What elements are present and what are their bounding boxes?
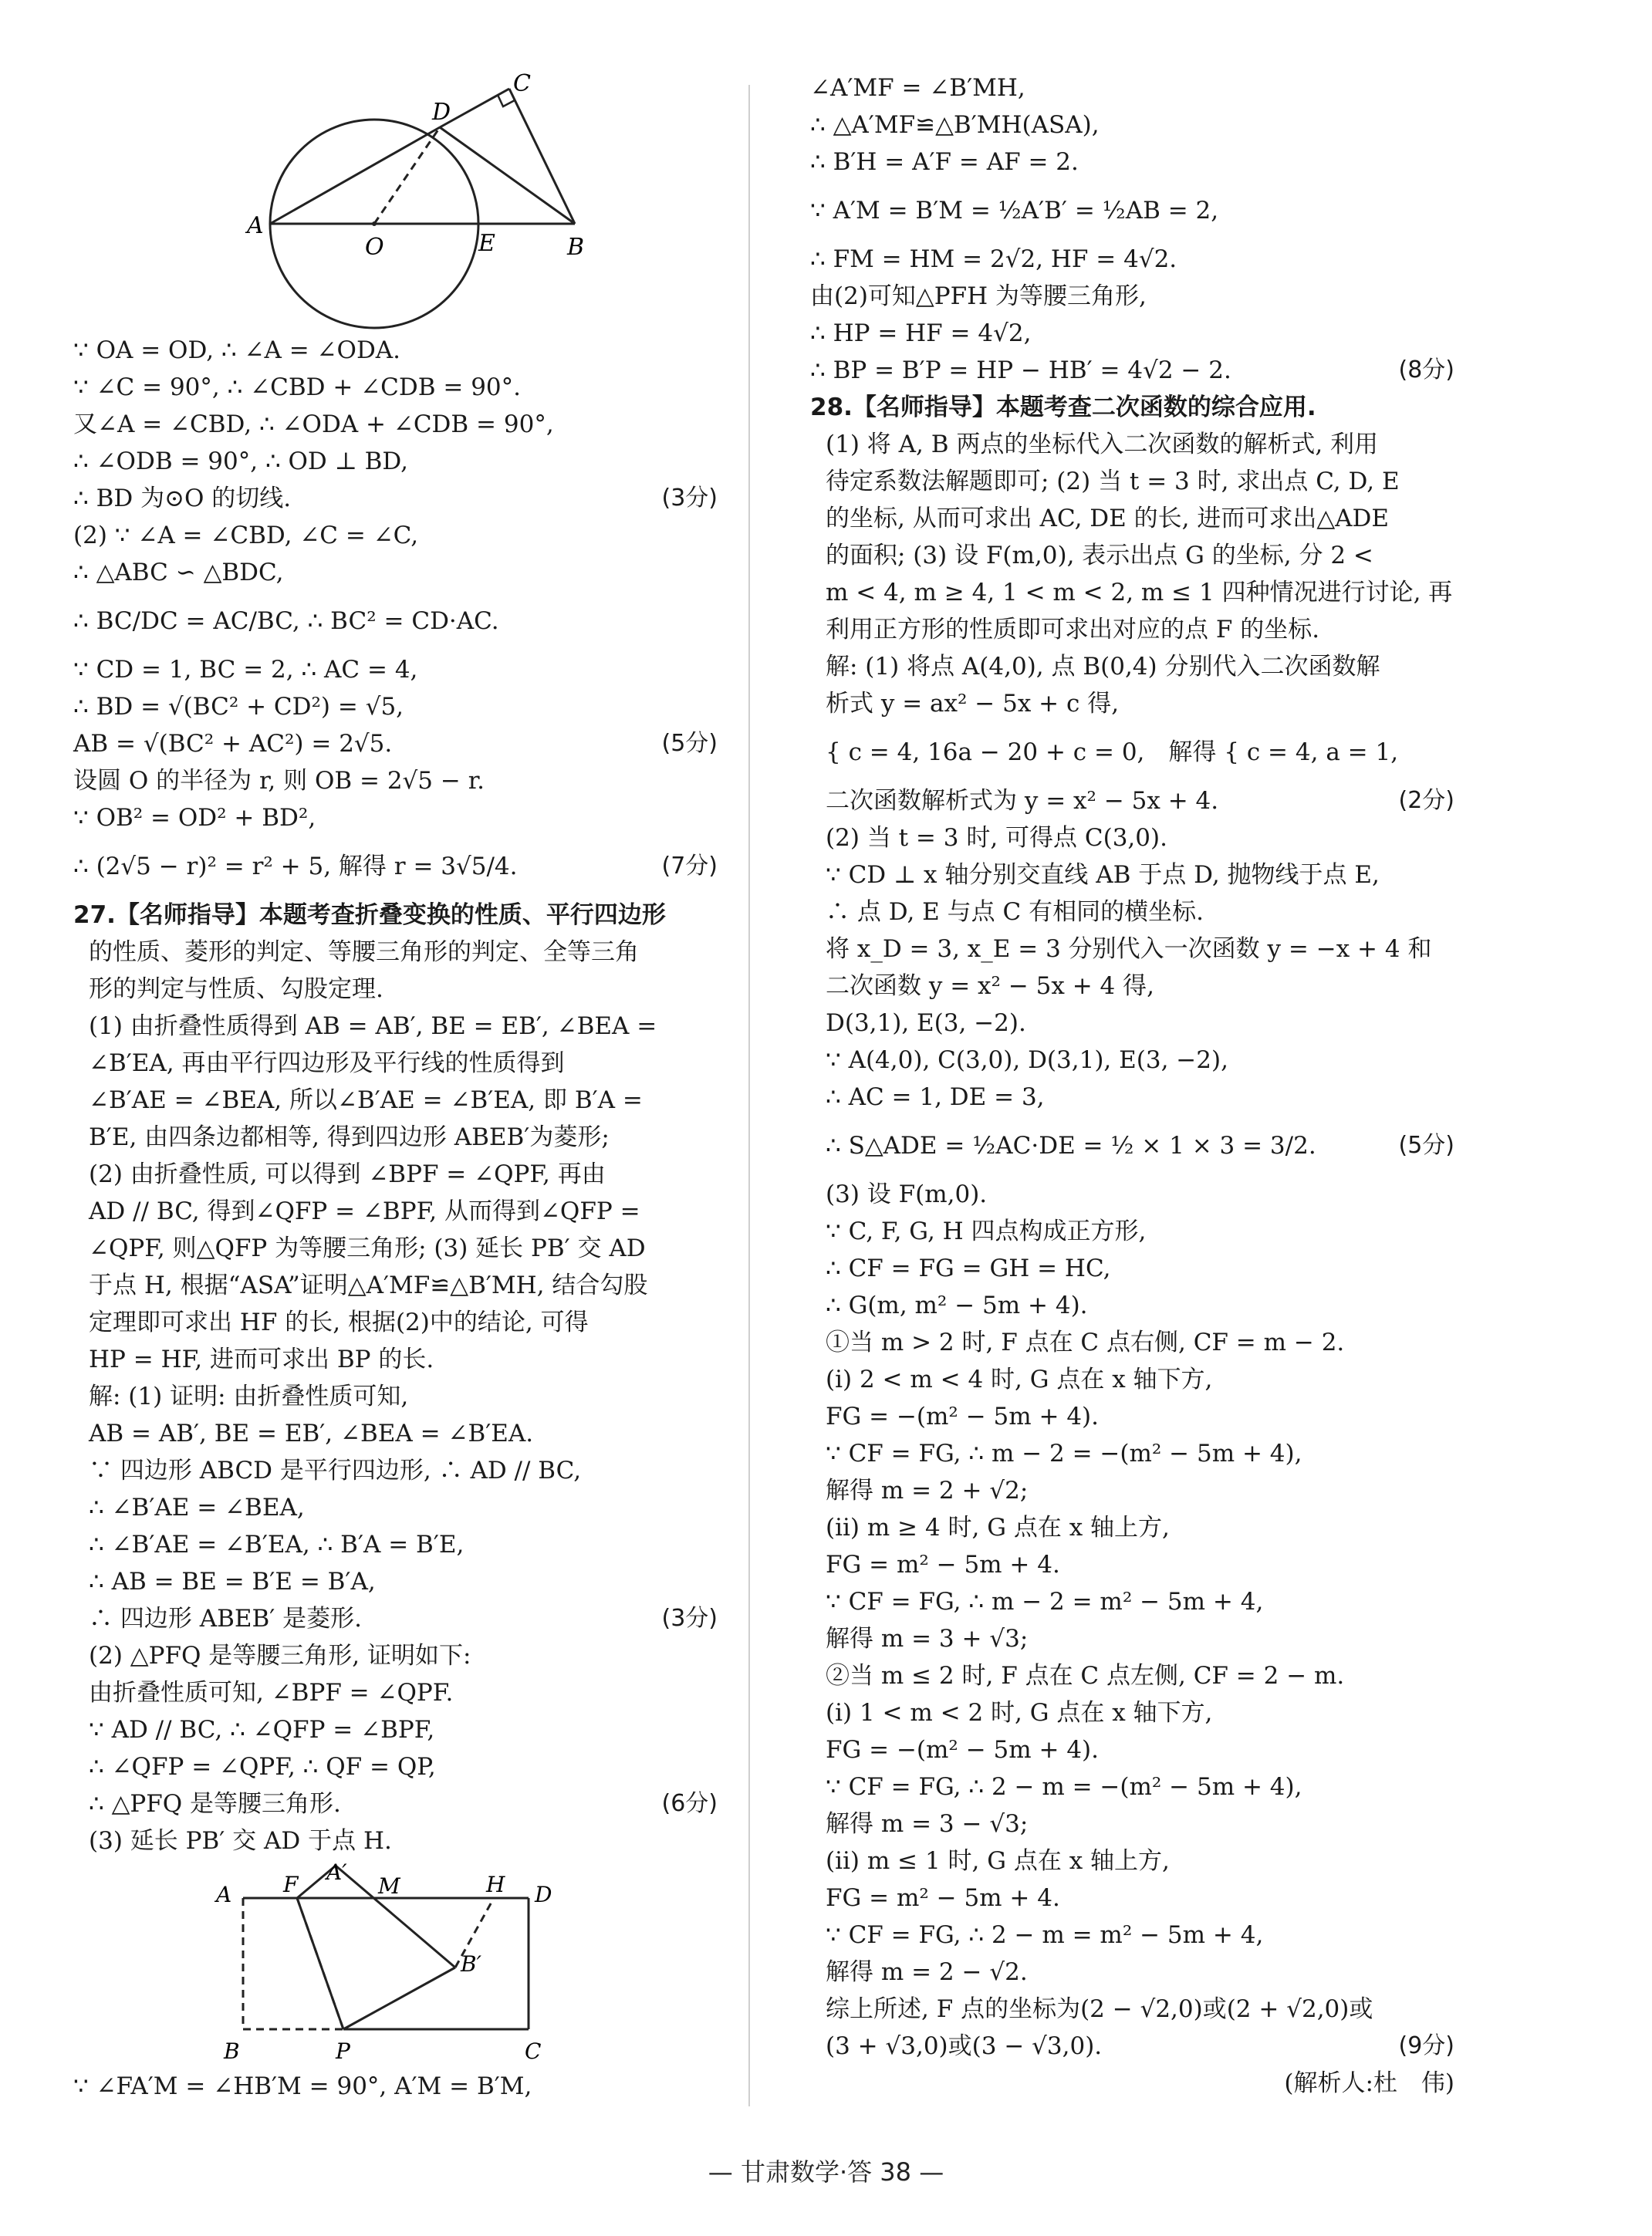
solution-line [810, 1509, 1454, 1546]
segment-cb [509, 89, 575, 224]
line-text: { c = 4, 16a − 20 + c = 0, 解得 { c = 4, a = 1, [826, 738, 1399, 766]
label-b-prime: B′ [461, 1951, 481, 1977]
score-mark: (2分) [1398, 787, 1454, 814]
solution-line [73, 725, 718, 762]
segment-fp [297, 1898, 343, 2029]
segment-pb-prime [343, 1967, 455, 2029]
line-text: (ⅱ) m ≥ 4 时, G 点在 x 轴上方, [826, 1514, 1170, 1542]
solution-line [810, 1917, 1454, 1954]
left-last-line: ∵ ∠FA′M = ∠HB′M = 90°, A′M = B′M, [73, 2072, 532, 2100]
line-text: 待定系数法解题即可; (2) 当 t = 3 时, 求出点 C, D, E [826, 468, 1400, 495]
solution-line [73, 1415, 718, 1452]
solution-line [73, 1822, 718, 1859]
line-text: ∴ G(m, m² − 5m + 4). [826, 1292, 1088, 1319]
solution-line [73, 1193, 718, 1230]
line-text: ∠B′EA, 再由平行四边形及平行线的性质得到 [89, 1049, 565, 1077]
line-text: (3) 设 F(m,0). [826, 1180, 988, 1208]
solution-line [810, 1843, 1454, 1880]
line-text: 解得 m = 2 − √2. [826, 1958, 1028, 1986]
label-o: O [365, 234, 384, 261]
label-a-prime: A′ [326, 1859, 347, 1885]
solution-line [810, 722, 1454, 782]
solution-line [810, 181, 1454, 241]
line-text: ∵ C, F, G, H 四点构成正方形, [826, 1218, 1147, 1245]
line-text: 的性质、菱形的判定、等腰三角形的判定、全等三角 [89, 938, 639, 966]
solution-line [810, 1805, 1454, 1843]
solution-line [810, 1731, 1454, 1768]
line-text: ∠A′MF = ∠B′MH, [810, 74, 1025, 102]
line-text: ∴ S△ADE = ½AC·DE = ½ × 1 × 3 = 3/2. [826, 1132, 1316, 1160]
line-text: (ⅰ) 1 < m < 2 时, G 点在 x 轴下方, [826, 1699, 1213, 1727]
line-text: ①当 m > 2 时, F 点在 C 点右侧, CF = m − 2. [826, 1329, 1345, 1356]
solution-line [73, 651, 718, 688]
line-text: ∵ CF = FG, ∴ m − 2 = −(m² − 5m + 4), [826, 1440, 1302, 1468]
solution-line [73, 480, 718, 517]
solution-line [73, 836, 718, 897]
line-text: 解得 m = 3 + √3; [826, 1625, 1029, 1653]
solution-line [810, 611, 1454, 648]
line-text: 由折叠性质可知, ∠BPF = ∠QPF. [89, 1679, 454, 1707]
solution-line [73, 406, 718, 443]
line-text: ∵ CD = 1, BC = 2, ∴ AC = 4, [73, 656, 418, 684]
solution-line [73, 1082, 718, 1119]
line-text: ∴ CF = FG = GH = HC, [826, 1255, 1111, 1282]
label-c: C [525, 2038, 542, 2064]
line-text: ∴ 点 D, E 与点 C 有相同的横坐标. [826, 898, 1204, 926]
solution-line [810, 352, 1454, 389]
score-mark: (6分) [661, 1790, 718, 1817]
label-c: C [513, 70, 531, 97]
solution-line [810, 537, 1454, 574]
line-text: m < 4, m ≥ 4, 1 < m < 2, m ≤ 1 四种情况进行讨论, 再 [826, 579, 1453, 606]
label-f: F [283, 1872, 299, 1897]
label-p: P [336, 2038, 350, 2064]
line-text: ∴ (2√5 − r)² = r² + 5, 解得 r = 3√5/4. [73, 853, 518, 880]
line-text: ∴ ∠QFP = ∠QPF, ∴ QF = QP, [89, 1753, 436, 1781]
solution-line [810, 1398, 1454, 1435]
solution-line [73, 799, 718, 836]
segment-db [440, 127, 575, 224]
label-d: D [535, 1882, 552, 1907]
solution-line [810, 1005, 1454, 1042]
line-text: 二次函数解析式为 y = x² − 5x + 4. [826, 787, 1219, 815]
line-text: 的坐标, 从而可求出 AC, DE 的长, 进而可求出△ADE [826, 505, 1390, 532]
line-text: (2) 由折叠性质, 可以得到 ∠BPF = ∠QPF, 再由 [89, 1160, 606, 1188]
solution-line [73, 332, 718, 369]
solution-line [73, 1748, 718, 1785]
solution-line [73, 762, 718, 799]
label-a: A [216, 1882, 232, 1907]
line-text: D(3,1), E(3, −2). [826, 1009, 1026, 1037]
solution-line [810, 685, 1454, 722]
label-e: E [478, 230, 495, 257]
solution-line [73, 1526, 718, 1563]
line-text: FG = m² − 5m + 4. [826, 1551, 1060, 1579]
solution-line [810, 856, 1454, 893]
solution-line [810, 819, 1454, 856]
circle-tangent-figure [120, 69, 764, 332]
line-text: 又∠A = ∠CBD, ∴ ∠ODA + ∠CDB = 90°, [73, 410, 554, 438]
solution-line [73, 1008, 718, 1045]
solution-line [810, 648, 1454, 685]
line-text: ∴ HP = HF = 4√2, [810, 319, 1032, 347]
solution-line [73, 1674, 718, 1711]
solution-line [73, 1637, 718, 1674]
solution-line [810, 1768, 1454, 1805]
solution-line [73, 1341, 718, 1378]
line-text: ∠B′AE = ∠BEA, 所以∠B′AE = ∠B′EA, 即 B′A = [89, 1086, 643, 1114]
line-text: 形的判定与性质、勾股定理. [89, 975, 383, 1003]
solution-line [810, 389, 1454, 426]
solution-line [73, 517, 718, 554]
label-m: M [378, 1873, 400, 1899]
line-text: ∴ △PFQ 是等腰三角形. [89, 1790, 341, 1818]
left-column [73, 69, 718, 2105]
line-text: ∴ BD = √(BC² + CD²) = √5, [73, 693, 404, 721]
solution-line [810, 1583, 1454, 1620]
right-column [810, 69, 1454, 2102]
line-text: ∴ B′H = A′F = AF = 2. [810, 148, 1079, 176]
line-text: ∵ CF = FG, ∴ m − 2 = m² − 5m + 4, [826, 1588, 1264, 1616]
line-text: ∴ △ABC ∽ △BDC, [73, 559, 284, 586]
line-text: ∴ FM = HM = 2√2, HF = 4√2. [810, 245, 1177, 273]
line-text: ∴ BD 为⊙O 的切线. [73, 485, 292, 512]
solution-line [810, 2028, 1454, 2065]
line-text: FG = m² − 5m + 4. [826, 1884, 1060, 1912]
line-text: ②当 m ≤ 2 时, F 点在 C 点左侧, CF = 2 − m. [826, 1662, 1345, 1690]
line-text: 于点 H, 根据“ASA”证明△A′MF≌△B′MH, 结合勾股 [89, 1272, 648, 1299]
question-heading: 28.【名师指导】本题考查二次函数的综合应用. [810, 393, 1316, 421]
line-text: ∴ BC/DC = AC/BC, ∴ BC² = CD·AC. [73, 607, 499, 635]
line-text: 定理即可求出 HF 的长, 根据(2)中的结论, 可得 [89, 1309, 589, 1336]
solution-line [810, 782, 1454, 819]
line-text: ∴ ∠B′AE = ∠B′EA, ∴ B′A = B′E, [89, 1531, 465, 1559]
solution-line [73, 1267, 718, 1304]
line-text: 解: (1) 将点 A(4,0), 点 B(0,4) 分别代入二次函数解 [826, 653, 1380, 681]
solution-line [810, 931, 1454, 968]
center-dot [372, 221, 377, 226]
solution-line [73, 369, 718, 406]
right-solution-text [810, 69, 1454, 2065]
solution-line [810, 278, 1454, 315]
line-text: 设圆 O 的半径为 r, 则 OB = 2√5 − r. [73, 767, 485, 795]
line-text: ∴ 四边形 ABEB′ 是菱形. [89, 1605, 363, 1633]
score-mark: (3分) [661, 1605, 718, 1632]
line-text: ∵ 四边形 ABCD 是平行四边形, ∴ AD // BC, [89, 1457, 582, 1484]
solution-line [73, 1785, 718, 1822]
line-text: 二次函数 y = x² − 5x + 4 得, [826, 972, 1154, 1000]
solution-line [810, 426, 1454, 463]
solution-line [73, 934, 718, 971]
solution-line [73, 1156, 718, 1193]
line-text: 利用正方形的性质即可求出对应的点 F 的坐标. [826, 616, 1320, 643]
score-mark: (7分) [661, 853, 718, 880]
score-mark: (5分) [1398, 1132, 1454, 1159]
solution-line [810, 1991, 1454, 2028]
line-text: (ⅱ) m ≤ 1 时, G 点在 x 轴上方, [826, 1847, 1170, 1875]
solution-line [810, 106, 1454, 144]
score-mark: (9分) [1398, 2032, 1454, 2059]
line-text: ∴ △A′MF≌△B′MH(ASA), [810, 111, 1100, 139]
solution-line [73, 1304, 718, 1341]
solution-line [73, 591, 718, 651]
solution-line [810, 463, 1454, 500]
label-d: D [432, 99, 451, 126]
solution-line [73, 554, 718, 591]
solution-line [73, 1711, 718, 1748]
line-text: ∵ CF = FG, ∴ 2 − m = m² − 5m + 4, [826, 1921, 1264, 1949]
solution-line [810, 1435, 1454, 1472]
solution-line [810, 1250, 1454, 1287]
solution-line [73, 688, 718, 725]
solution-line [73, 443, 718, 480]
line-text: 解得 m = 3 − √3; [826, 1810, 1029, 1838]
line-text: HP = HF, 进而可求出 BP 的长. [89, 1346, 434, 1373]
line-text: ∴ AB = BE = B′E = B′A, [89, 1568, 376, 1596]
solution-line [73, 971, 718, 1008]
line-text: 由(2)可知△PFH 为等腰三角形, [810, 282, 1147, 310]
solution-line [73, 1563, 718, 1600]
line-text: ∵ OA = OD, ∴ ∠A = ∠ODA. [73, 336, 401, 364]
solution-line [810, 1079, 1454, 1116]
line-text: B′E, 由四条边都相等, 得到四边形 ABEB′为菱形; [89, 1123, 610, 1151]
line-text: (2) △PFQ 是等腰三角形, 证明如下: [89, 1642, 471, 1670]
solution-line [810, 1213, 1454, 1250]
solution-line [810, 1657, 1454, 1694]
segment-ad [270, 127, 440, 224]
solution-line [810, 1042, 1454, 1079]
question-heading: 27.【名师指导】本题考查折叠变换的性质、平行四边形 [73, 901, 666, 929]
line-text: 解得 m = 2 + √2; [826, 1477, 1029, 1505]
solution-line [810, 1472, 1454, 1509]
line-text: 综上所述, F 点的坐标为(2 − √2,0)或(2 + √2,0)或 [826, 1995, 1373, 2023]
solution-line [73, 1452, 718, 1489]
column-divider [748, 85, 750, 2106]
solution-line [810, 1620, 1454, 1657]
solution-line [810, 1546, 1454, 1583]
line-text: 解: (1) 证明: 由折叠性质可知, [89, 1383, 409, 1410]
line-text: (2) 当 t = 3 时, 可得点 C(3,0). [826, 824, 1167, 852]
line-text: (2) ∵ ∠A = ∠CBD, ∠C = ∠C, [73, 522, 419, 549]
label-b: B [567, 234, 585, 261]
solution-line [810, 968, 1454, 1005]
solution-line [810, 1116, 1454, 1176]
solution-line [810, 315, 1454, 352]
label-b: B [224, 2038, 240, 2064]
line-text: AB = √(BC² + AC²) = 2√5. [73, 730, 393, 758]
line-text: ∵ OB² = OD² + BD², [73, 804, 316, 832]
solution-line [810, 241, 1454, 278]
line-text: ∴ AC = 1, DE = 3, [826, 1083, 1045, 1111]
solution-line [810, 144, 1454, 181]
credit-line [810, 2065, 1454, 2102]
line-text: ∵ ∠C = 90°, ∴ ∠CBD + ∠CDB = 90°. [73, 373, 522, 401]
line-text: ∵ AD // BC, ∴ ∠QFP = ∠BPF, [89, 1716, 435, 1744]
solution-line [73, 1378, 718, 1415]
line-text: (3 + √3,0)或(3 − √3,0). [826, 2032, 1103, 2060]
line-text: 的面积; (3) 设 F(m,0), 表示出点 G 的坐标, 分 2 < [826, 542, 1373, 569]
solution-line [810, 1324, 1454, 1361]
solution-line [73, 1119, 718, 1156]
line-text: FG = −(m² − 5m + 4). [826, 1736, 1100, 1764]
solution-line [810, 1880, 1454, 1917]
solution-line [73, 1489, 718, 1526]
solution-line [73, 1045, 718, 1082]
solution-line [810, 1694, 1454, 1731]
solution-line [810, 893, 1454, 931]
solution-line [810, 574, 1454, 611]
solution-line [810, 1361, 1454, 1398]
line-text: ∵ CD ⊥ x 轴分别交直线 AB 于点 D, 抛物线于点 E, [826, 861, 1380, 889]
solution-line [73, 897, 718, 934]
line-text: ∴ ∠ODB = 90°, ∴ OD ⊥ BD, [73, 448, 409, 475]
credit: (解析人:杜 伟) [1284, 2069, 1454, 2097]
line-text: ∵ CF = FG, ∴ 2 − m = −(m² − 5m + 4), [826, 1773, 1302, 1801]
line-text: 将 x_D = 3, x_E = 3 分别代入一次函数 y = −x + 4 和 [826, 935, 1432, 963]
solution-line [810, 1287, 1454, 1324]
solution-line [810, 69, 1454, 106]
line-text: (1) 由折叠性质得到 AB = AB′, BE = EB′, ∠BEA = [89, 1012, 657, 1040]
label-h: H [486, 1872, 505, 1897]
line-text: FG = −(m² − 5m + 4). [826, 1403, 1100, 1430]
line-text: ∴ BP = B′P = HP − HB′ = 4√2 − 2. [810, 356, 1231, 384]
solution-line [810, 1176, 1454, 1213]
solution-line [810, 500, 1454, 537]
line-text: (1) 将 A, B 两点的坐标代入二次函数的解析式, 利用 [826, 431, 1379, 458]
score-mark: (3分) [661, 485, 718, 512]
line-text: AD // BC, 得到∠QFP = ∠BPF, 从而得到∠QFP = [89, 1197, 640, 1225]
line-text: (3) 延长 PB′ 交 AD 于点 H. [89, 1827, 392, 1855]
line-text: (ⅰ) 2 < m < 4 时, G 点在 x 轴下方, [826, 1366, 1213, 1393]
solution-line [810, 1954, 1454, 1991]
line-text: ∠QPF, 则△QFP 为等腰三角形; (3) 延长 PB′ 交 AD [89, 1235, 646, 1262]
label-a: A [247, 212, 264, 239]
score-mark: (8分) [1398, 356, 1454, 383]
line-text: AB = AB′, BE = EB′, ∠BEA = ∠B′EA. [89, 1420, 534, 1447]
line-text: 析式 y = ax² − 5x + c 得, [826, 690, 1120, 718]
line-text: ∵ A(4,0), C(3,0), D(3,1), E(3, −2), [826, 1046, 1228, 1074]
score-mark: (5分) [661, 730, 718, 757]
fold-rectangle-figure [181, 1859, 826, 2068]
line-text: ∵ A′M = B′M = ½A′B′ = ½AB = 2, [810, 197, 1219, 225]
line-text: ∴ ∠B′AE = ∠BEA, [89, 1494, 305, 1522]
solution-line [73, 1600, 718, 1637]
solution-line [73, 1230, 718, 1267]
page-footer: — 甘肃数学·答 38 — [708, 2157, 944, 2187]
segment-od [374, 127, 440, 224]
left-solution-text [73, 332, 718, 1859]
